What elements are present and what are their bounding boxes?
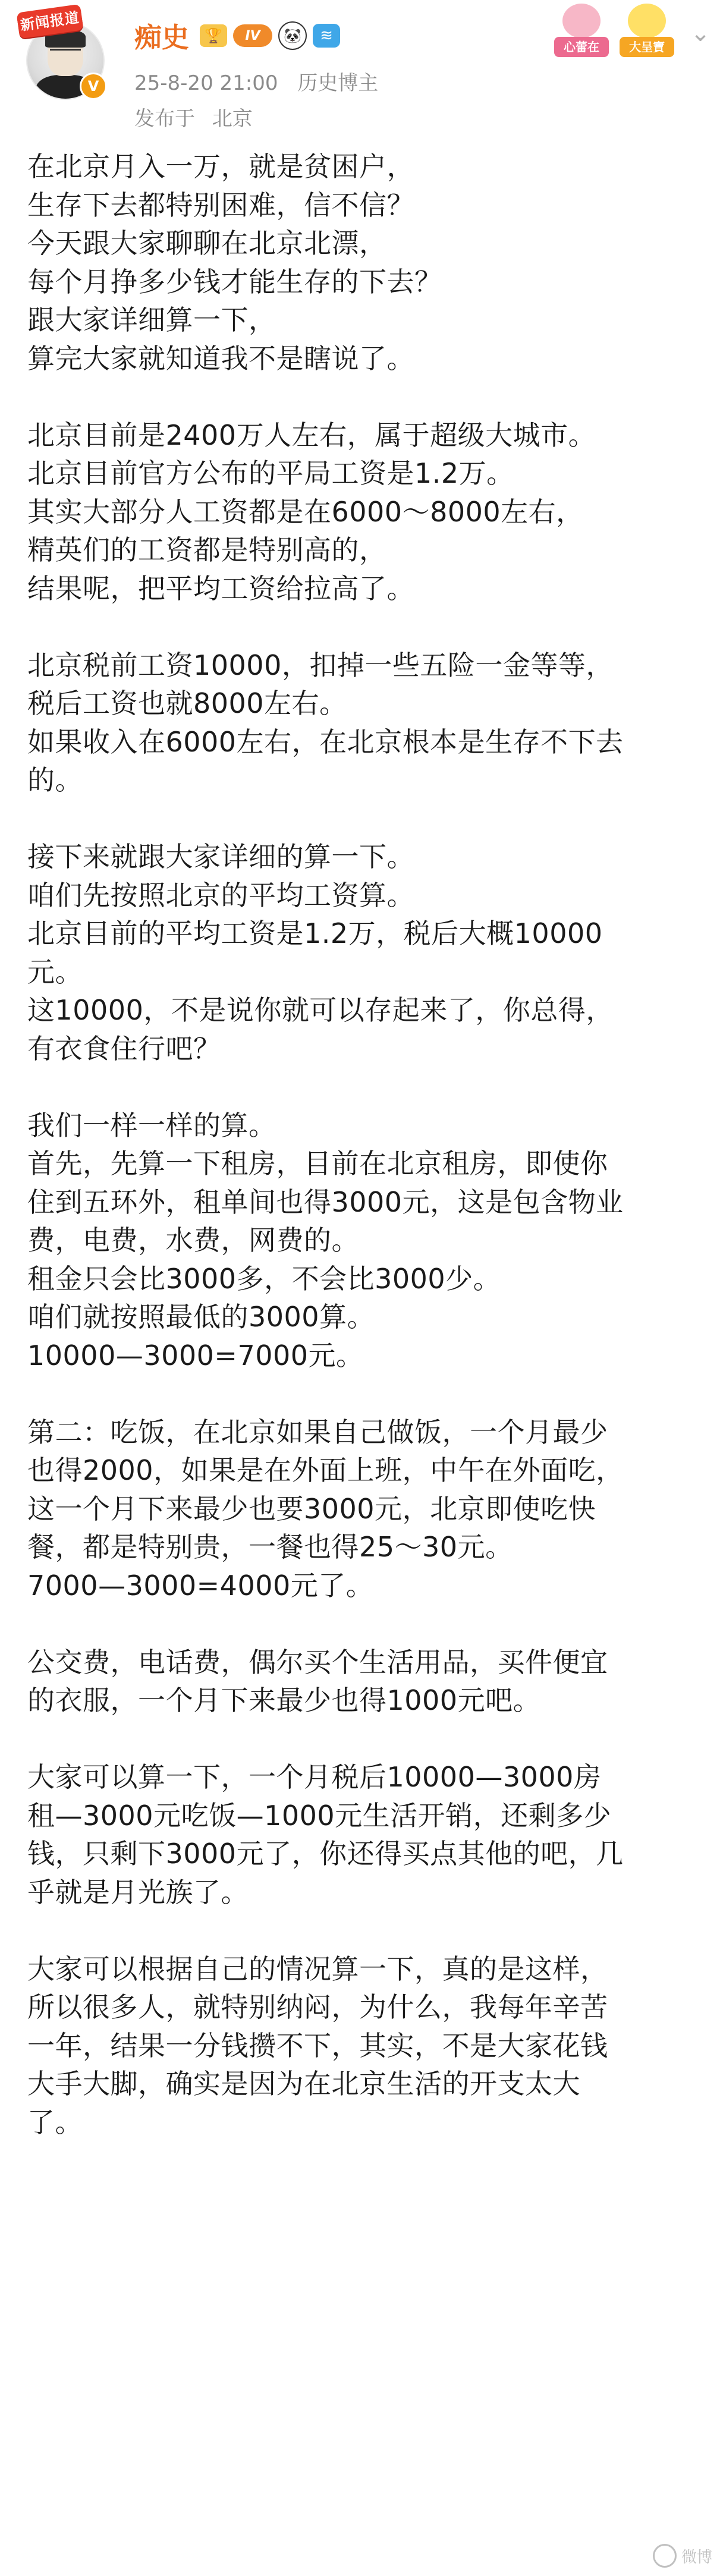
watermark (653, 2544, 712, 2568)
post-text-line: 10000—3000=7000元。 (27, 1339, 364, 1372)
post-text-line: 结果呢，把平均工资给拉高了。 (27, 572, 414, 605)
post-text-line: 租金只会比3000多，不会比3000少。 (27, 1262, 501, 1295)
paragraph-gap (27, 1605, 705, 1643)
sticker-label-2: 大呈寶 (620, 37, 674, 57)
post-paragraph (27, 416, 705, 608)
post-text-line: 也得2000，如果是在外面上班，中午在外面吃， (27, 1454, 624, 1486)
post-text-line: 有衣食住行吧？ (27, 1032, 221, 1065)
post-text-line: 一年，结果一分钱攒不下，其实，不是大家花钱 (27, 2029, 608, 2062)
post-text-line: 如果收入在6000左右，在北京根本是生存不下去 (27, 725, 624, 758)
post-text-line: 首先，先算一下租房，目前在北京租房，即使你 (27, 1147, 608, 1180)
post-text-line: 这一个月下来最少也要3000元，北京即使吃快 (27, 1492, 596, 1525)
paragraph-gap (27, 1911, 705, 1950)
post-text-line: 税后工资也就8000左右。 (27, 687, 347, 719)
post-text-line: 这10000，不是说你就可以存起来了，你总得， (27, 994, 614, 1026)
post-text-line: 了。 (27, 2106, 83, 2138)
fan-sticker-1[interactable] (552, 4, 611, 61)
post-paragraph (27, 1758, 705, 1911)
post-header (0, 0, 723, 149)
post-body (27, 147, 705, 2141)
location-city: 北京 (212, 107, 253, 131)
post-text-line: 北京目前官方公布的平局工资是1.2万。 (27, 457, 514, 489)
post-text-line: 北京税前工资10000，扣掉一些五险一金等等， (27, 649, 614, 681)
post-text-line: 接下来就跟大家详细的算一下。 (27, 841, 414, 873)
post-text-line: 咱们就按照最低的3000算。 (27, 1301, 375, 1333)
username[interactable]: 痴史 (134, 21, 189, 54)
post-source-label: 历史博主 (297, 71, 379, 95)
location-prefix: 发布于 (134, 107, 195, 131)
post-text-line: 其实大部分人工资都是在6000～8000左右， (27, 495, 584, 528)
post-text-line: 乎就是月光族了。 (27, 1876, 249, 1908)
post-text-line: 公交费，电话费，偶尔买个生活用品，买件便宜 (27, 1646, 608, 1678)
name-row (134, 18, 346, 54)
post-paragraph (27, 1643, 705, 1720)
post-text-line: 大家可以根据自己的情况算一下，真的是这样， (27, 1952, 608, 1985)
post-text-line: 餐，都是特别贵，一餐也得25～30元。 (27, 1531, 513, 1563)
post-text-line: 北京目前的平均工资是1.2万，税后大概10000 (27, 917, 603, 949)
paragraph-gap (27, 1720, 705, 1759)
panda-icon[interactable]: 🐼 (278, 21, 307, 50)
verified-badge: V (80, 73, 107, 100)
weibo-logo-icon (653, 2544, 677, 2568)
paragraph-gap (27, 800, 705, 838)
post-text-line: 在北京月入一万，就是贫困户， (27, 150, 414, 183)
post-text-line: 北京目前是2400万人左右，属于超级大城市。 (27, 419, 596, 451)
post-text-line: 生存下去都特别困难，信不信？ (27, 188, 414, 221)
post-text-line: 每个月挣多少钱才能生存的下去？ (27, 265, 442, 298)
post-text-line: 所以很多人，就特别纳闷，为什么，我每年辛苦 (27, 1991, 608, 2023)
post-text-line: 钱，只剩下3000元了，你还得买点其他的吧，几 (27, 1838, 624, 1870)
post-text-line: 精英们的工资都是特别高的， (27, 534, 387, 566)
post-location (134, 102, 263, 131)
cartoon-pig-icon (562, 4, 601, 38)
watermark-text: 微博 (681, 2548, 712, 2566)
cup-icon[interactable]: 🏆 (200, 24, 227, 47)
post-text-line: 算完大家就知道我不是瞎说了。 (27, 342, 414, 375)
post-text-line: 跟大家详细算一下， (27, 304, 276, 336)
post-text-line: 第二：吃饭，在北京如果自己做饭，一个月最少 (27, 1416, 608, 1448)
post-text-line: 租—3000元吃饭—1000元生活开销，还剩多少 (27, 1799, 612, 1832)
post-paragraph (27, 1106, 705, 1375)
paragraph-gap (27, 1375, 705, 1413)
post-text-line: 元。 (27, 955, 83, 988)
post-text-line: 今天跟大家聊聊在北京北漂， (27, 227, 387, 259)
cartoon-chick-icon (628, 4, 666, 38)
paragraph-gap (27, 378, 705, 416)
post-paragraph (27, 147, 705, 378)
post-text-line: 咱们先按照北京的平均工资算。 (27, 879, 414, 911)
post-text-line: 的衣服，一个月下来最少也得1000元吧。 (27, 1684, 541, 1716)
post-text-line: 我们一样一样的算。 (27, 1109, 276, 1141)
level-badge-icon[interactable]: IV (233, 24, 272, 47)
fan-sticker-2[interactable] (617, 4, 677, 61)
post-text-line: 7000—3000=4000元了。 (27, 1569, 374, 1602)
avatar-pendant-badge: 新闻报道 (16, 4, 83, 39)
chevron-down-icon[interactable]: ⌄ (690, 20, 711, 47)
header-actions (546, 4, 715, 69)
post-paragraph (27, 838, 705, 1068)
post-text-line: 大手大脚，确实是因为在北京生活的开支太大 (27, 2068, 580, 2100)
post-meta (134, 67, 391, 96)
post-paragraph (27, 1950, 705, 2142)
post-paragraph (27, 646, 705, 800)
avatar-area[interactable] (18, 8, 107, 97)
post-paragraph (27, 1413, 705, 1605)
wave-icon[interactable]: ≋ (313, 24, 340, 48)
post-text-line: 费，电费，水费，网费的。 (27, 1224, 359, 1256)
post-datetime[interactable]: 25-8-20 21:00 (134, 71, 278, 95)
paragraph-gap (27, 1068, 705, 1106)
sticker-label-1: 心蕾在 (554, 37, 609, 57)
post-text-line: 大家可以算一下，一个月税后10000—3000房 (27, 1761, 602, 1793)
paragraph-gap (27, 608, 705, 646)
post-text-line: 住到五环外，租单间也得3000元，这是包含物业 (27, 1185, 624, 1218)
post-text-line: 的。 (27, 764, 83, 796)
